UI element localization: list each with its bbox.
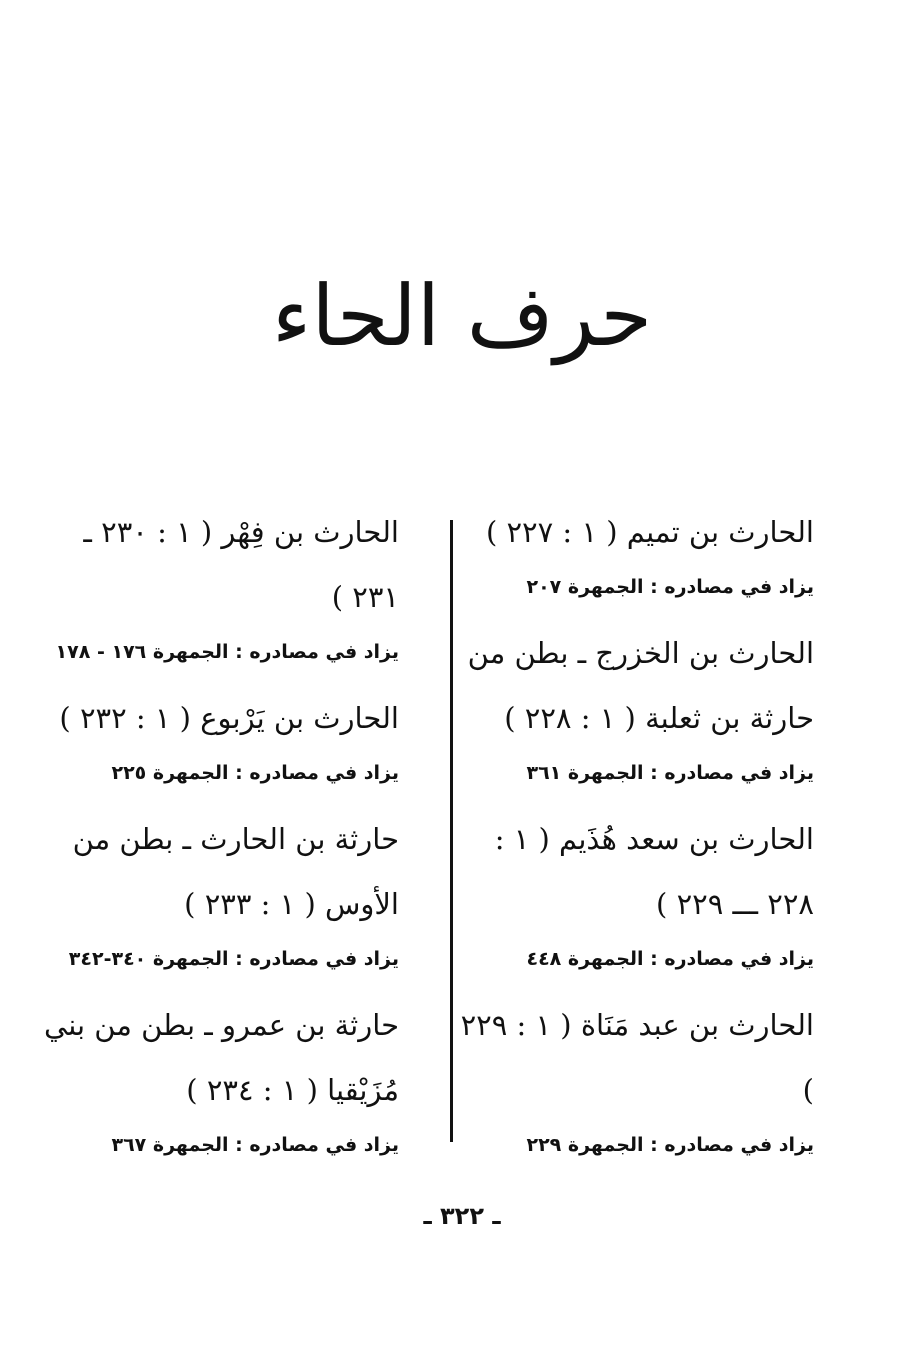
column-divider (450, 520, 453, 1142)
page-number: ـ ٣٢٢ ـ (423, 1202, 501, 1230)
entry (454, 500, 814, 609)
entry (39, 686, 399, 795)
entry-source: يزاد في مصادره : الجمهرة ٣٦٧ (111, 1134, 399, 1156)
entry-source: يزاد في مصادره : الجمهرة ٢٠٧ (526, 576, 814, 598)
entry-heading: الحارث بن فِهْر ( ١ : ٢٣٠ ـ ٢٣١ ) (83, 515, 399, 614)
entry (39, 807, 399, 981)
entry-heading: الحارث بن سعد هُذَيم ( ١ : ٢٢٨ ـــ ٢٢٩ ) (494, 822, 814, 921)
entry-heading: حارثة بن الحارث ـ بطن من الأوس ( ١ : ٢٣٣ ) (72, 822, 399, 921)
entry-source: يزاد في مصادره : الجمهرة ٢٢٩ (526, 1134, 814, 1156)
entry (454, 993, 814, 1167)
entry-source: يزاد في مصادره : الجمهرة ١٧٦ - ١٧٨ (55, 641, 399, 663)
entry-heading: الحارث بن عبد مَنَاة ( ١ : ٢٢٩ ) (460, 1008, 814, 1107)
entry-heading: الحارث بن الخزرج ـ بطن من حارثة بن ثعلبة ( ١ : ٢٢٨ ) (467, 636, 814, 735)
entry-source: يزاد في مصادره : الجمهرة ٣٦١ (526, 762, 814, 784)
entry-heading: الحارث بن تميم ( ١ : ٢٢٧ ) (485, 515, 814, 549)
entry (454, 807, 814, 981)
page-title: حرف الحاء (271, 267, 653, 365)
entry-heading: الحارث بن يَرْبوع ( ١ : ٢٣٢ ) (59, 701, 399, 735)
entry-heading: حارثة بن عمرو ـ بطن من بني مُزَيْقيا ( ١ : ٢٣٤ ) (44, 1008, 399, 1107)
entry-source: يزاد في مصادره : الجمهرة ٤٤٨ (526, 948, 814, 970)
entry (454, 621, 814, 795)
entry-source: يزاد في مصادره : الجمهرة ٢٢٥ (111, 762, 399, 784)
right-column (454, 500, 814, 1179)
entry-source: يزاد في مصادره : الجمهرة ٣٤٠-٣٤٢ (68, 948, 399, 970)
entry (39, 993, 399, 1167)
entry (39, 500, 399, 674)
left-column (39, 500, 399, 1179)
